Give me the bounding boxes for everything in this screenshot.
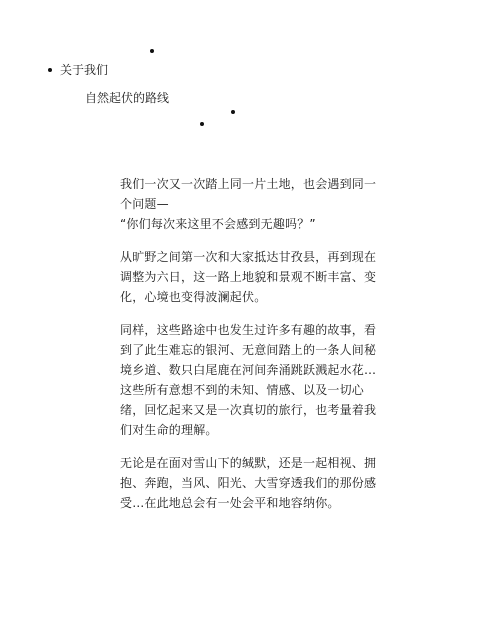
article-body — [120, 174, 378, 513]
article-quote: “你们每次来这里不会感到无趣吗？” — [120, 217, 316, 231]
article-paragraph: 从旷野之间第一次和大家抵达甘孜县，再到现在调整为六日，这一路上地貌和景观不断丰富、变化，心境也变得波澜起伏。 — [120, 250, 377, 304]
article-paragraph: 无论是在面对雪山下的缄默，还是一起相视、拥抱、奔跑，当风、阳光、大雪穿透我们的那份感受…在此地总会有一处会平和地容纳你。 — [120, 456, 377, 510]
sub-nav-item-natural-route[interactable] — [85, 90, 169, 106]
decorative-dot — [200, 122, 204, 126]
decorative-dot — [150, 49, 154, 53]
article-paragraph: 我们一次又一次踏上同一片土地，也会遇到同一个问题— — [120, 177, 377, 211]
sub-nav-item-label: 自然起伏的路线 — [85, 91, 170, 105]
nav-item-about-us[interactable] — [48, 62, 108, 78]
decorative-dot — [231, 110, 235, 114]
nav-item-label: 关于我们 — [60, 63, 109, 77]
bullet-icon — [48, 68, 52, 72]
article-paragraph: 同样，这些路途中也发生过许多有趣的故事，看到了此生难忘的银河、无意间踏上的一条人间秘境乡道、数只白尾鹿在河间奔涌跳跃溅起水花… — [120, 323, 377, 377]
article-paragraph: 这些所有意想不到的未知、情感、以及一切心绪，回忆起来又是一次真切的旅行，也考量着我们对生命的理解。 — [120, 383, 377, 437]
